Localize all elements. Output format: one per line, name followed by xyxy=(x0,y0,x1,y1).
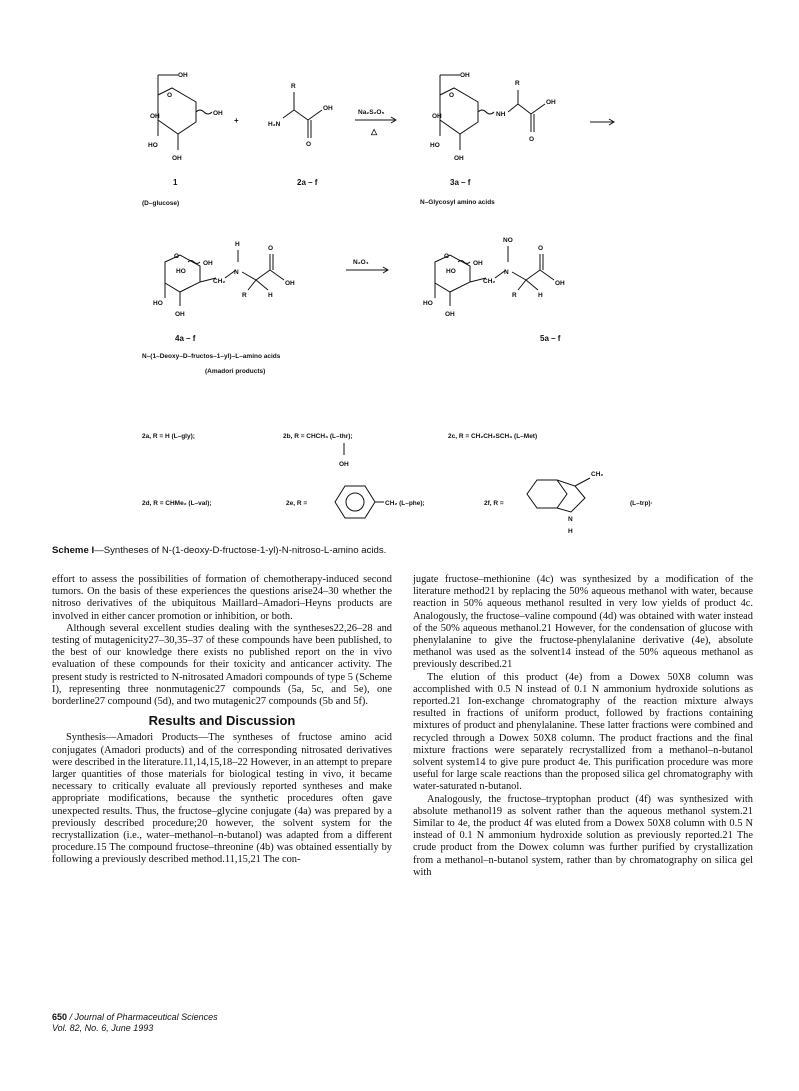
atom-oh: OH xyxy=(432,113,442,120)
page-footer xyxy=(52,1012,218,1034)
atom-ho: HO xyxy=(423,300,433,307)
atom-r: R xyxy=(512,292,517,299)
atom-oh: OH xyxy=(546,99,556,106)
n-glycosyl-structure xyxy=(420,72,556,206)
paragraph: Although several excellent studies dealing with the syntheses22,26–28 and testing of mutagenicity27–30,35–37 of these compounds have been published, to the best of our knowledge there exists no published report on the in vivo evaluation of these compounds for their toxicity and anticancer activity. The present study is restricted to N-nitrosated Amadori compounds of type 5 (Scheme I), representing three nonmutagenic27 compounds (5a, 5c, and 5e), one borderline27 compound (5d), and two mutagenic27 compounds (5b and 5f). xyxy=(52,622,392,708)
atom-o: O xyxy=(167,92,173,99)
r-def-2a: 2a, R = H (L–gly); xyxy=(142,433,195,440)
compound-name: (D–glucose) xyxy=(142,200,180,207)
r-def-2d: 2d, R = CHMe₂ (L–val); xyxy=(142,500,212,507)
paragraph: Synthesis—Amadori Products—The syntheses of fructose amino acid conjugates (Amadori products) and of the corresponding nitrosated derivatives were described in the literature.11,14,15,18–22 However, in an attempt to prepare larger quantities of those materials for biological testing in vivo, it became necessary to critically evaluate all previously reported syntheses and make appropriate modifications, because the synthetic procedures often gave unexpected results. Thus, the fructose–glycine conjugate (4a) was prepared by a previously described procedure;20 however, the solvent system for the recrystallization (i.e., water–methanol–n-butanol) was adapted from a different procedure.15 The compound fructose–threonine (4b) was obtained essentially by following a previously described method.11,15,21 The con- xyxy=(52,732,392,866)
atom-ch2: CH₂ xyxy=(483,278,496,285)
caption-label: Scheme I xyxy=(52,545,95,556)
atom-o: O xyxy=(174,253,180,260)
atom-ho: HO xyxy=(153,300,163,307)
atom-h: H xyxy=(538,292,543,299)
r-def-2f-h: H xyxy=(568,528,573,535)
atom-oh: OH xyxy=(175,311,185,318)
atom-n: N xyxy=(504,269,509,276)
atom-r: R xyxy=(291,83,296,90)
compound-name: N–Glycosyl amino acids xyxy=(420,199,495,206)
compound-number: 2a – f xyxy=(297,178,318,187)
compound-number: 4a – f xyxy=(175,334,196,343)
reaction-arrow xyxy=(346,259,388,273)
atom-no: NO xyxy=(503,237,513,244)
compound-class: (Amadori products) xyxy=(205,368,266,375)
atom-ho: HO xyxy=(148,142,158,149)
atom-r: R xyxy=(515,80,520,87)
atom-oh: OH xyxy=(150,113,160,120)
reagent-label: N₂O₄ xyxy=(353,259,369,266)
left-column xyxy=(52,574,392,867)
r-def-2b-oh: OH xyxy=(339,461,349,468)
atom-o: O xyxy=(306,141,312,148)
atom-ch2: CH₂ xyxy=(213,278,226,285)
journal-name: / Journal of Pharmaceutical Sciences xyxy=(67,1012,218,1022)
r-def-2f-suffix: (L–trp)· xyxy=(630,500,653,507)
atom-o: O xyxy=(268,245,274,252)
atom-r: R xyxy=(242,292,247,299)
caption-text: —Syntheses of N-(1-deoxy-D-fructose-1-yl)-N-nitroso-L-amino acids. xyxy=(94,545,387,556)
compound-number: 5a – f xyxy=(540,334,561,343)
paragraph: effort to assess the possibilities of formation of chemotherapy-induced second tumors. On the basis of these experiences the questions arise24–30 whether the nitroso derivatives of the ubiquitous Maillard–Amadori–Heyns products are involved in either cancer promotion or inhibition, or both. xyxy=(52,574,392,622)
r-def-2e-suffix: CH₂ (L–phe); xyxy=(385,500,425,507)
scheme-caption xyxy=(52,545,752,557)
section-heading: Results and Discussion xyxy=(148,713,296,729)
atom-oh: OH xyxy=(178,72,188,79)
atom-o: O xyxy=(444,253,450,260)
atom-nh: NH xyxy=(496,111,506,118)
atom-ho: HO xyxy=(430,142,440,149)
r-def-2f-n: N xyxy=(568,516,573,523)
atom-o: O xyxy=(529,136,535,143)
r-def-2b: 2b, R = CHCH₃ (L–thr); xyxy=(283,433,353,440)
page-number: 650 xyxy=(52,1012,68,1022)
right-column xyxy=(413,574,753,879)
atom-oh: OH xyxy=(460,72,470,79)
atom-h: H xyxy=(235,241,240,248)
heat-symbol: △ xyxy=(371,127,378,136)
atom-o: O xyxy=(449,92,455,99)
atom-h: H xyxy=(268,292,273,299)
r-def-2f-ch2: CH₂ xyxy=(591,471,604,478)
atom-oh: OH xyxy=(172,155,182,162)
atom-oh: OH xyxy=(445,311,455,318)
atom-ho: HO xyxy=(446,268,456,275)
nitroso-structure xyxy=(423,237,565,343)
paragraph: Analogously, the fructose–tryptophan product (4f) was synthesized with absolute methanol19 as solvent rather than the aqueous methanol system.21 Similar to 4e, the product 4f was eluted from a Dowex 50X8 column with 0.5 N instead of 0.1 N ammonium hydroxide solution as previously reported.21 The crude product from the Dowex column was further purified by crystallization from a methanol–n-butanol system, rather than by chromatography on silica gel with xyxy=(413,793,753,878)
compound-name: N–(1–Deoxy–D–fructos–1–yl)–L–amino acids xyxy=(142,353,281,360)
atom-oh: OH xyxy=(285,280,295,287)
atom-h2n: H₂N xyxy=(268,121,281,128)
r-group-definitions xyxy=(142,433,653,535)
reagent-label: Na₂S₂O₅ xyxy=(358,109,385,116)
atom-ho: HO xyxy=(176,268,186,275)
atom-oh: OH xyxy=(203,260,213,267)
glucose-structure xyxy=(142,72,223,207)
reaction-scheme xyxy=(0,0,799,545)
paragraph: jugate fructose–methionine (4c) was synthesized by a modification of the literature method21 by replacing the 50% aqueous methanol with water, because reaction in 50% aqueous methanol resulted in very low yields of product 4c. Analogously, the fructose–valine compound (4d) was obtained with water instead of the 50% aqueous methanol.21 However, for the condensation of glucose with phenylalanine to give the fructose-phenylalanine derivative (4e), absolute methanol was used as the solvent14 instead of the 50% aqueous methanol as previously described.21 xyxy=(413,574,753,671)
plus-sign: + xyxy=(234,116,239,125)
reaction-arrow xyxy=(355,109,396,136)
compound-number: 1 xyxy=(173,178,178,187)
amino-acid-structure xyxy=(268,83,333,187)
atom-oh: OH xyxy=(473,260,483,267)
atom-n: N xyxy=(234,269,239,276)
r-def-2c: 2c, R = CH₂CH₂SCH₃ (L–Met) xyxy=(448,433,538,440)
paragraph: The elution of this product (4e) from a Dowex 50X8 column was accomplished with 0.5 N instead of 0.1 N ammonium hydroxide solutions as reported.21 Ion-exchange chromatography of the reaction mixture always resulted in fractions of uniform product, followed by fractions containing mixtures of product and phenylalanine. These latter fractions were combined and recycled through a Dowex 50X8 column. The product fractions and the final mixture fractions were separately recrystallized from a methanol–n-butanol solvent system14 to give pure product 4e. This purification procedure was more useful for large scale reactions than the proposed silica gel chromatography with water-saturated n-butanol. xyxy=(413,671,753,793)
atom-oh: OH xyxy=(323,105,333,112)
atom-o: O xyxy=(538,245,544,252)
journal-volume: Vol. 82, No. 6, June 1993 xyxy=(52,1023,154,1033)
r-def-2e-prefix: 2e, R = xyxy=(286,500,308,507)
r-def-2f-prefix: 2f, R = xyxy=(484,500,504,507)
atom-oh: OH xyxy=(454,155,464,162)
compound-number: 3a – f xyxy=(450,178,471,187)
atom-oh: OH xyxy=(213,110,223,117)
atom-oh: OH xyxy=(555,280,565,287)
amadori-structure xyxy=(142,241,295,375)
